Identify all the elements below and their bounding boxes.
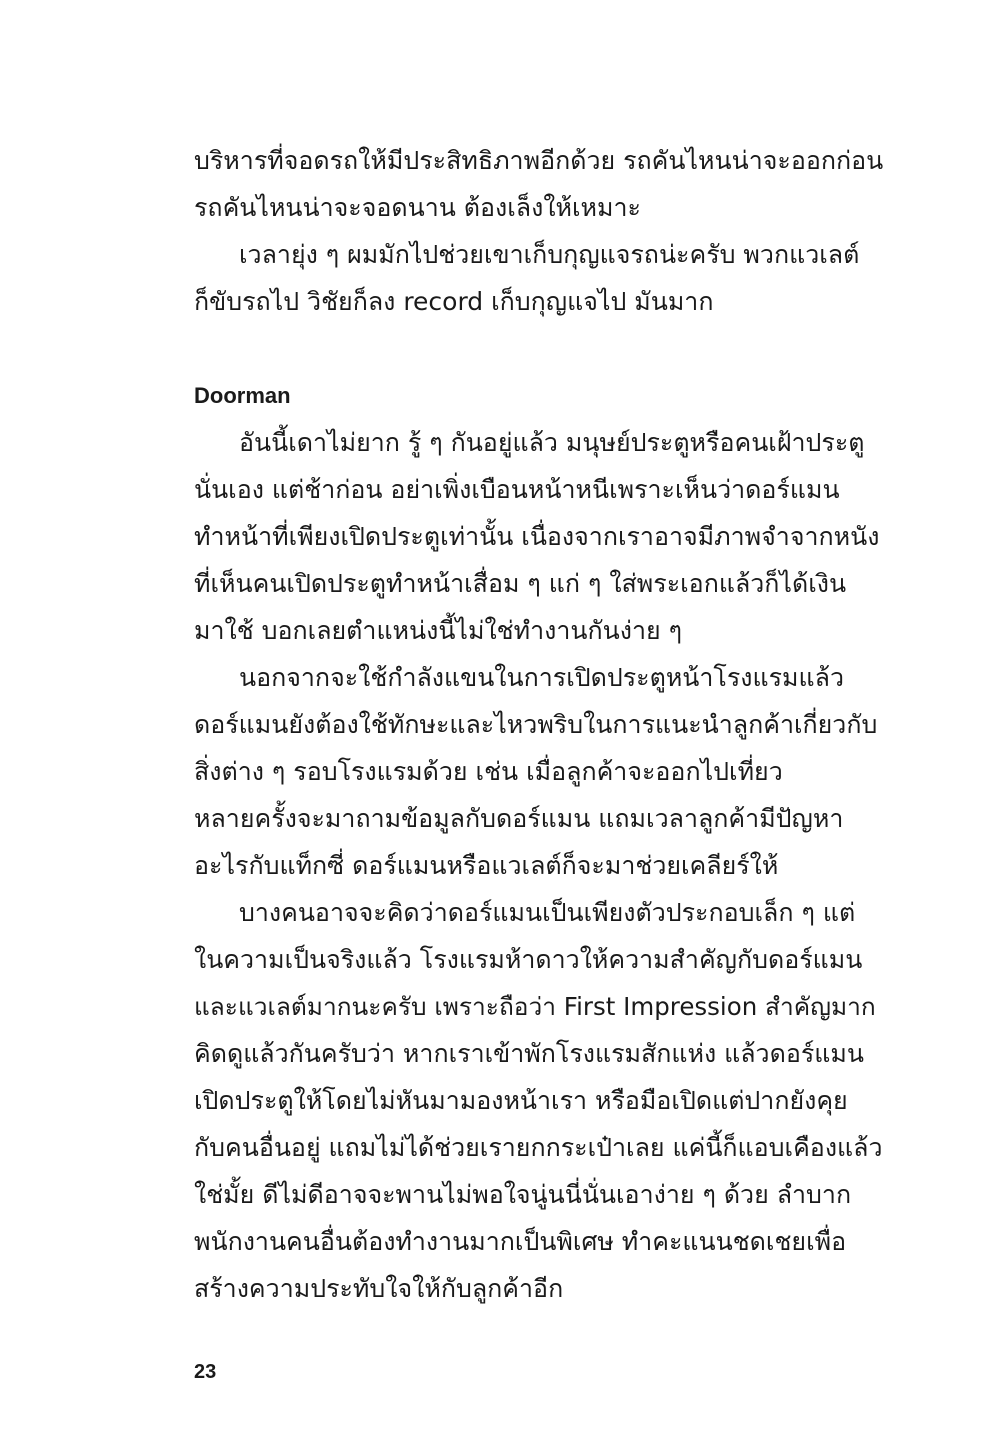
body-text-line: ดอร์แมนยังต้องใช้ทักษะและไหวพริบในการแนะนำลูกค้าเกี่ยวกับ <box>194 710 878 739</box>
body-text-line: อันนี้เดาไม่ยาก รู้ ๆ กันอยู่แล้ว มนุษย์ประตูหรือคนเฝ้าประตู <box>239 428 865 457</box>
page-number: 23 <box>194 1361 217 1383</box>
body-text-line: ที่เห็นคนเปิดประตูทำหน้าเสื่อม ๆ แก่ ๆ ใส่พระเอกแล้วก็ได้เงิน <box>194 569 847 598</box>
body-text-line: นั่นเอง แต่ช้าก่อน อย่าเพิ่งเบือนหน้าหนีเพราะเห็นว่าดอร์แมน <box>194 475 840 504</box>
body-text-line: เวลายุ่ง ๆ ผมมักไปช่วยเขาเก็บกุญแจรถน่ะครับ พวกแวเลต์ <box>239 240 860 269</box>
body-text-line: ใช่มั้ย ดีไม่ดีอาจจะพานไม่พอใจนู่นนี่นั่นเอาง่าย ๆ ด้วย ลำบาก <box>194 1180 852 1209</box>
body-text-line: ก็ขับรถไป วิชัยก็ลง record เก็บกุญแจไป มันมาก <box>194 287 714 316</box>
body-text-line: สิ่งต่าง ๆ รอบโรงแรมด้วย เช่น เมื่อลูกค้าจะออกไปเที่ยว <box>194 757 783 786</box>
body-text-line: บางคนอาจจะคิดว่าดอร์แมนเป็นเพียงตัวประกอบเล็ก ๆ แต่ <box>239 898 856 927</box>
body-text-line: และแวเลต์มากนะครับ เพราะถือว่า First Impression สำคัญมาก <box>194 992 876 1021</box>
body-text-line: หลายครั้งจะมาถามข้อมูลกับดอร์แมน แถมเวลาลูกค้ามีปัญหา <box>194 804 844 833</box>
body-text-line: คิดดูแล้วกันครับว่า หากเราเข้าพักโรงแรมสักแห่ง แล้วดอร์แมน <box>194 1039 864 1068</box>
body-text-line: กับคนอื่นอยู่ แถมไม่ได้ช่วยเรายกกระเป๋าเลย แค่นี้ก็แอบเคืองแล้ว <box>194 1133 883 1162</box>
body-text-line: มาใช้ บอกเลยตำแหน่งนี้ไม่ใช่ทำงานกันง่าย ๆ <box>194 616 683 645</box>
body-text-line: อะไรกับแท็กซี่ ดอร์แมนหรือแวเลต์ก็จะมาช่วยเคลียร์ให้ <box>194 851 779 880</box>
body-text-line: เปิดประตูให้โดยไม่หันมามองหน้าเรา หรือมือเปิดแต่ปากยังคุย <box>194 1086 848 1115</box>
book-page <box>194 0 884 1434</box>
body-text-line: รถคันไหนน่าจะจอดนาน ต้องเล็งให้เหมาะ <box>194 193 641 222</box>
body-text-line: บริหารที่จอดรถให้มีประสิทธิภาพอีกด้วย รถคันไหนน่าจะออกก่อน <box>194 146 884 175</box>
body-text-line: นอกจากจะใช้กำลังแขนในการเปิดประตูหน้าโรงแรมแล้ว <box>239 663 844 692</box>
body-text-line: สร้างความประทับใจให้กับลูกค้าอีก <box>194 1274 564 1303</box>
body-text-line: พนักงานคนอื่นต้องทำงานมากเป็นพิเศษ ทำคะแนนชดเชยเพื่อ <box>194 1227 847 1256</box>
section-heading: Doorman <box>194 383 291 408</box>
body-text-line: ทำหน้าที่เพียงเปิดประตูเท่านั้น เนื่องจากเราอาจมีภาพจำจากหนัง <box>194 522 880 551</box>
body-text-line: ในความเป็นจริงแล้ว โรงแรมห้าดาวให้ความสำคัญกับดอร์แมน <box>194 945 863 974</box>
